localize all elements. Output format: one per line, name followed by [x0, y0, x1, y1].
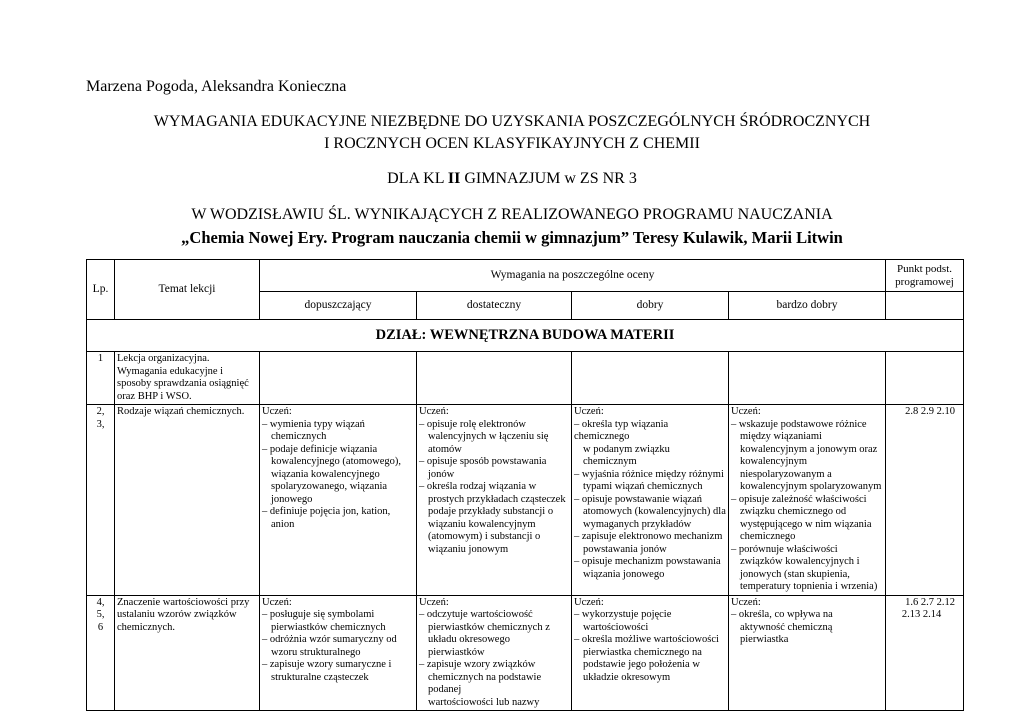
heading-line-3-class: II [447, 170, 461, 187]
requirement-line: podstawie jego położenia w [583, 659, 700, 670]
requirement-line: chemicznych na podstawie podanej [428, 671, 542, 695]
requirement-line: podaje przykłady substancji o [428, 506, 554, 517]
heading-line-1: WYMAGANIA EDUKACYJNE NIEZBĘDNE DO UZYSKANIA POSZCZEGÓLNYCH ŚRÓDROCZNYCH [153, 113, 871, 130]
requirement-line: niespolaryzowanym a [740, 468, 832, 480]
requirement-line: Uczeń: [419, 596, 449, 608]
row-1-bdob [729, 352, 886, 405]
row-2-lp-b: 3, [96, 418, 105, 430]
grade-header-bardzo-dobry: bardzo dobry [729, 292, 886, 320]
requirement-line: kowalencyjnym [740, 456, 808, 467]
table-row [87, 405, 964, 596]
requirement-line: aktywność chemiczną pierwiastka [740, 621, 833, 645]
requirement-line: spolaryzowanego, wiązania [271, 481, 388, 492]
row-3-lp [87, 595, 115, 711]
grade-header-dostateczny: dostateczny [417, 292, 572, 320]
authors: Marzena Pogoda, Aleksandra Konieczna [86, 78, 347, 95]
requirement-line: wiązaniu jonowym [428, 543, 509, 555]
requirement-line: – opisuje sposób powstawania [419, 456, 547, 467]
row-1-dop [260, 352, 417, 405]
heading-line-3-pre: DLA KL [387, 170, 448, 187]
requirement-line: – definiuje pojęcia jon, kation, [262, 506, 391, 517]
grade-header-dopuszczajacy: dopuszczający [260, 292, 417, 320]
requirement-line: jonowego [271, 493, 313, 505]
requirement-line: chemicznych [271, 431, 327, 442]
requirement-line: walencyjnych w łączeniu się [428, 431, 549, 442]
requirement-line: wymaganych przykładów [583, 518, 692, 530]
requirement-line: Uczeń: [574, 596, 604, 608]
requirement-line: pierwiastków chemicznych [271, 621, 386, 633]
requirement-line: – określa, co wpływa na [731, 609, 833, 620]
row-2-dost [417, 405, 572, 596]
requirement-line: temperatury topnienia i wrzenia) [740, 581, 878, 592]
requirement-line: strukturalne cząsteczek [271, 671, 369, 683]
row-3-temat: Znaczenie wartościowości przy ustalaniu wzorów związków chemicznych. [115, 595, 260, 711]
requirement-line: jonowych (stan skupienia, [740, 568, 850, 580]
row-1-dob [572, 352, 729, 405]
requirement-line: między wiązaniami [740, 431, 822, 442]
requirement-line: Uczeń: [731, 596, 761, 608]
row-2-punkt: 2.8 2.9 2.10 [886, 405, 964, 596]
requirement-line: wartościowości [583, 621, 649, 633]
requirement-line: – wyjaśnia różnice między różnymi [574, 468, 724, 480]
row-2-temat: Rodzaje wiązań chemicznych. [115, 405, 260, 596]
requirement-line: – określa możliwe wartościowości [574, 634, 719, 645]
row-2-lp [87, 405, 115, 596]
requirement-line: – wskazuje podstawowe różnice [731, 418, 867, 430]
row-1-dost [417, 352, 572, 405]
requirement-line: – określa typ wiązania chemicznego [574, 418, 669, 442]
heading-line-2: I ROCZNYCH OCEN KLASYFIKAYJNYCH Z CHEMII [324, 135, 700, 152]
requirement-line: – określa rodzaj wiązania w [419, 481, 537, 492]
requirement-line: – wymienia typy wiązań [262, 418, 365, 430]
requirement-line: – opisuje powstawanie wiązań [574, 493, 703, 505]
row-3-dop [260, 595, 417, 711]
requirement-line: typami wiązań chemicznych [583, 481, 703, 492]
requirement-line: Uczeń: [731, 406, 761, 417]
requirement-line: prostych przykładach cząsteczek [428, 493, 566, 505]
row-3-lp-b: 5, [96, 609, 105, 620]
requirement-line: związków kowalencyjnych i [740, 556, 860, 567]
requirement-line: – odróżnia wzór sumaryczny od [262, 634, 397, 645]
requirement-line: anion [271, 518, 295, 530]
requirement-line: – opisuje zależność właściwości [731, 493, 867, 505]
row-3-bdob [729, 595, 886, 711]
requirement-line: – podaje definicje wiązania [262, 443, 378, 455]
heading-line-4: W WODZISŁAWIU ŚL. WYNIKAJĄCYCH Z REALIZOWANEGO PROGRAMU NAUCZANIA [191, 206, 833, 223]
row-1-lp: 1 [87, 352, 115, 405]
row-2-lp-a: 2, [96, 406, 105, 417]
row-3-lp-a: 4, [96, 596, 105, 608]
requirement-line: chemicznego [740, 531, 796, 542]
row-2-bdob [729, 405, 886, 596]
requirement-line: w podanym związku chemicznym [583, 443, 670, 467]
requirement-line: kowalencyjnym spolaryzowanym [740, 481, 882, 492]
requirement-line: atomów [428, 443, 462, 455]
section-title: DZIAŁ: WEWNĘTRZNA BUDOWA MATERII [87, 320, 964, 352]
requirement-line: pierwiastków chemicznych z [428, 621, 550, 633]
requirement-line: atomowych (kowalencyjnych) dla [583, 506, 726, 517]
grade-header-dobry: dobry [572, 292, 729, 320]
requirement-line: Uczeń: [262, 406, 292, 417]
row-3-dost [417, 595, 572, 711]
requirement-line: – zapisuje wzory sumaryczne i [262, 659, 392, 670]
table-row [87, 595, 964, 711]
requirement-line: wiązaniu kowalencyjnym [428, 518, 536, 530]
requirement-line: – opisuje mechanizm powstawania [574, 556, 721, 567]
requirement-line: powstawania jonów [583, 543, 667, 555]
row-1-punkt [886, 352, 964, 405]
row-3-lp-c: 6 [97, 621, 104, 633]
col-punkt-header: Punkt podst. programowej [886, 260, 964, 292]
requirement-line: kowalencyjnego (atomowego), [271, 456, 402, 467]
requirement-line: występującego w nim wiązania [740, 518, 872, 530]
requirements-table [86, 259, 964, 711]
row-3-dob [572, 595, 729, 711]
requirement-line: – posługuje się symbolami [262, 609, 375, 620]
requirement-line: – opisuje rolę elektronów [419, 418, 527, 430]
requirement-line: Uczeń: [262, 596, 292, 608]
requirement-line: – zapisuje elektronowo mechanizm [574, 531, 723, 542]
heading-line-3-post: GIMNAZJUM w ZS NR 3 [460, 170, 637, 187]
row-3-punkt-b: 2.13 2.14 [901, 609, 942, 620]
requirement-line: – odczytuje wartościowość [419, 609, 533, 620]
requirement-line: układu okresowego pierwiastków [428, 634, 510, 658]
punkt-empty-cell [886, 292, 964, 320]
requirement-line: Uczeń: [574, 406, 604, 417]
requirement-line: kowalencyjnym a jonowym oraz [740, 443, 878, 455]
requirement-line: pierwiastka chemicznego na [583, 646, 702, 658]
col-temat-header: Temat lekcji [115, 260, 260, 320]
col-wymagania-header: Wymagania na poszczególne oceny [260, 260, 886, 292]
table-row [87, 352, 964, 405]
requirement-line: wartościowości lub nazwy [428, 696, 540, 708]
requirement-line: wzoru strukturalnego [271, 646, 361, 658]
program-title: „Chemia Nowej Ery. Program nauczania chemii w gimnazjum” Teresy Kulawik, Marii Litwin [181, 228, 843, 247]
requirement-line: (atomowym) i substancji o [428, 531, 541, 542]
heading-line-3 [0, 169, 1024, 189]
requirement-line: związku chemicznego od [740, 506, 847, 517]
requirement-line: jonów [428, 468, 455, 480]
col-lp-header: Lp. [87, 260, 115, 320]
row-3-punkt [886, 595, 964, 711]
requirement-line: – zapisuje wzory związków [419, 659, 536, 670]
requirement-line: Uczeń: [419, 406, 449, 417]
requirement-line: – wykorzystuje pojęcie [574, 609, 672, 620]
requirement-line: wiązania kowalencyjnego [271, 468, 380, 480]
requirement-line: – porównuje właściwości [731, 543, 838, 555]
row-1-temat: Lekcja organizacyjna. Wymagania edukacyjne i sposoby sprawdzania osiągnięć oraz BHP i WSO. [115, 352, 260, 405]
row-2-dop [260, 405, 417, 596]
row-2-dob [572, 405, 729, 596]
requirement-line: wiązania jonowego [583, 568, 665, 580]
row-3-punkt-a: 1.6 2.7 2.12 [905, 596, 955, 608]
requirement-line: układzie okresowym [583, 671, 671, 683]
